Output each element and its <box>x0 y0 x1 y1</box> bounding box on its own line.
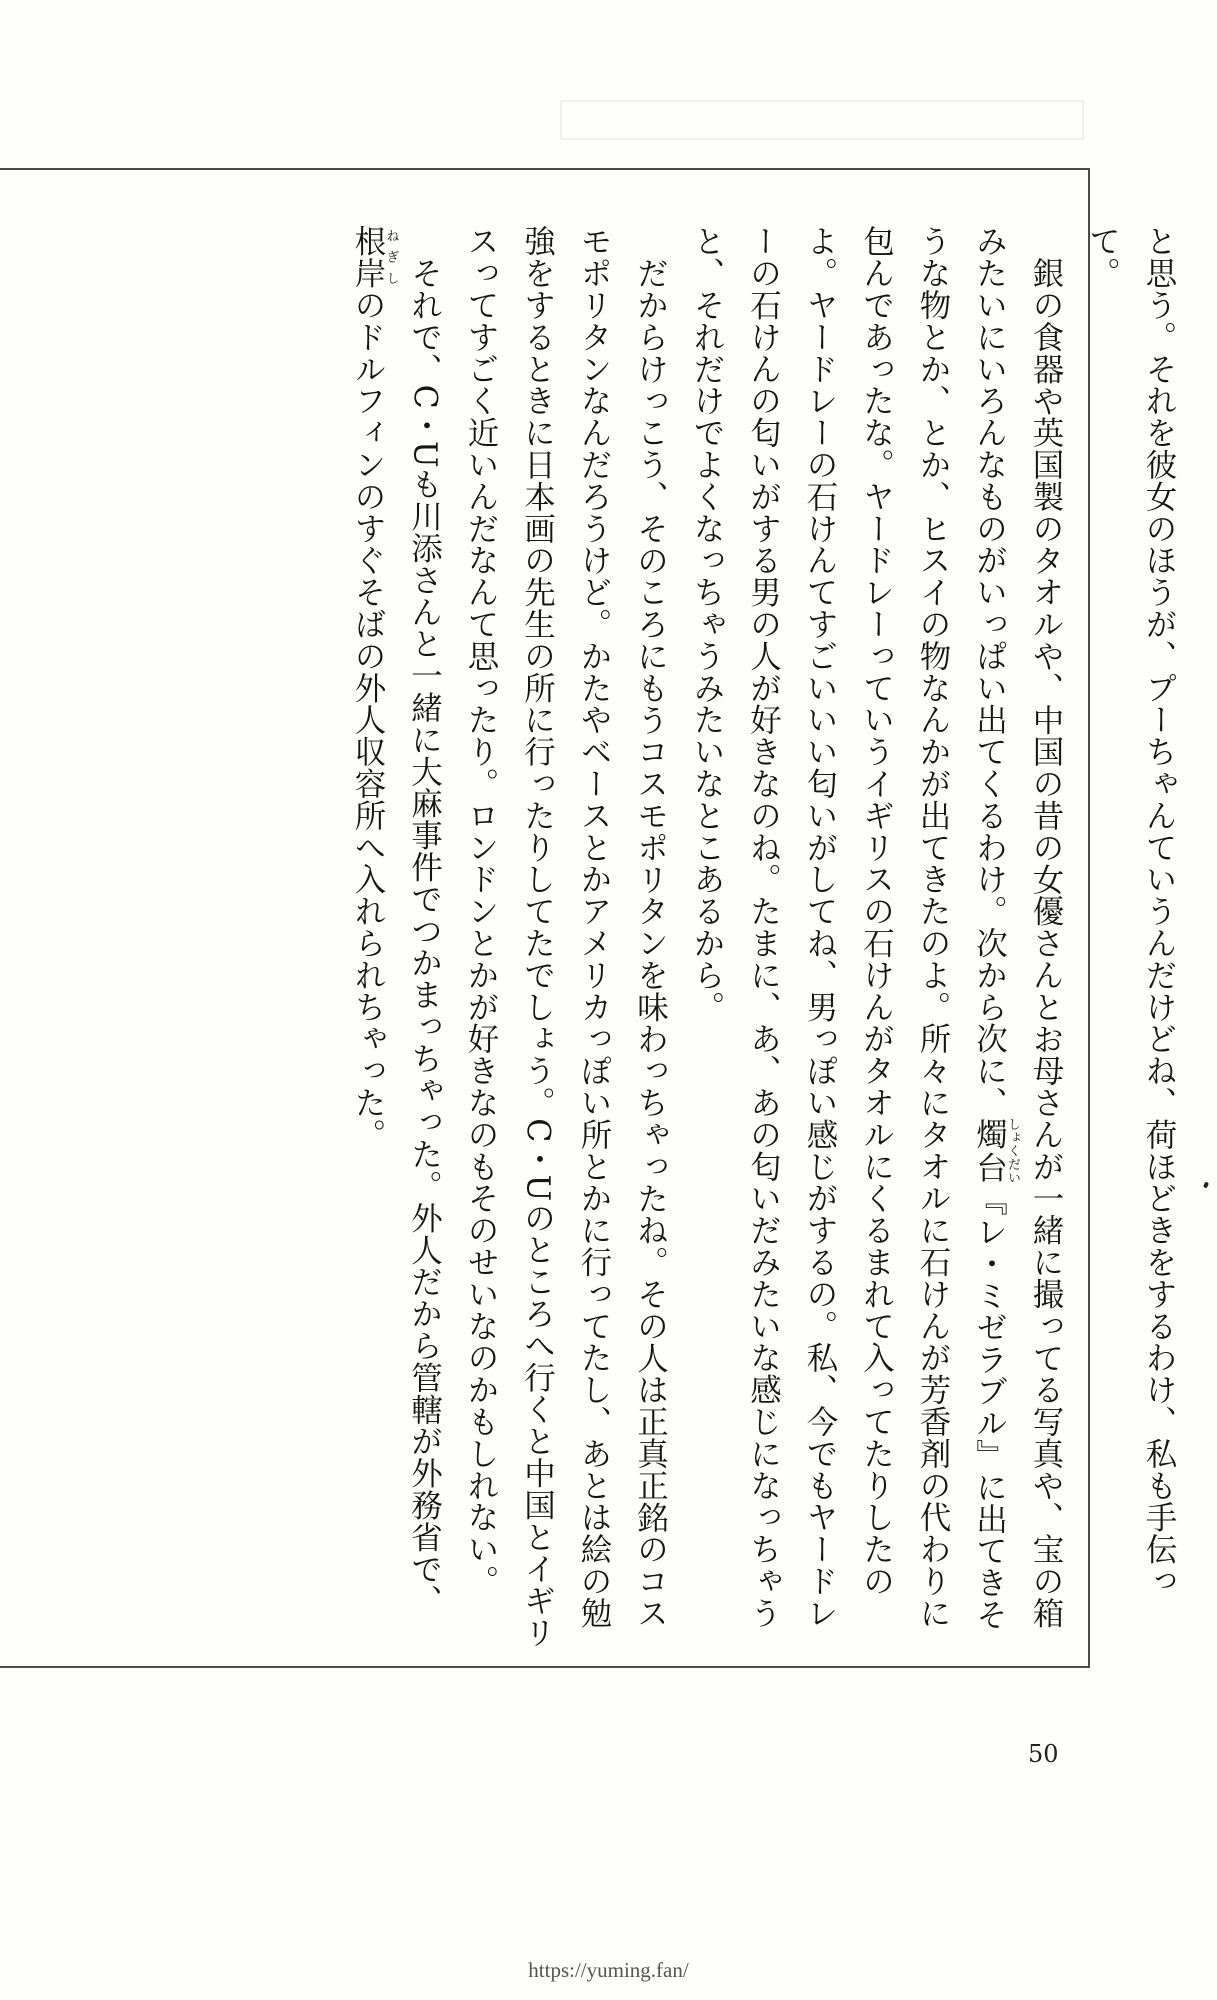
paragraph-1: と思う。それを彼女のほうが、プーちゃんていうんだけどね、荷ほどきをするわけ、私も手伝って。 <box>1084 225 1177 1597</box>
body-text <box>340 225 1188 1655</box>
paragraph-2-continued: とか、ヒスイの物なんかが出てきたのよ。所々にタオルに石けんが芳香剤の代わりに包んであったな。ヤードレーっていうイギリスの石けんがタオルにくるまれて入ってたりしたのよ。ヤードレーの石けんてすごいいい匂いがしてね、男っぽい感じがするの。私、今でもヤードレーの石けんの匂いがする男の人が好きなのね。たまに、あ、あの匂いだみたいな感じになっちゃうと、それだけでよくなっちゃうみたいなとこあるから。 <box>689 225 951 1629</box>
ruby-negishi: 根岸ねぎし <box>350 225 399 289</box>
paragraph-4-text: それで、C・Uも川添さんと一緒に大麻事件でつかまっちゃった。外人だから管轄が外務省で、 <box>406 256 443 1616</box>
paragraph-2-text: 銀の食器や英国製のタオルや、中国の昔の女優さんとお母さんが一緒に撮ってる写真や、宝の箱みたいにいろんなものがいっぱい出てくるわけ。次から次に、 <box>971 225 1064 1629</box>
paragraph-4 <box>340 225 453 1655</box>
footer-url[interactable]: https://yuming.fan/ <box>528 1958 689 1982</box>
paragraph-4-continued: のドルフィンのすぐそばの外人収容所へ入れられちゃった。 <box>350 288 386 1151</box>
ruby-shokudai: 燭台しょくだい <box>971 1117 1020 1185</box>
title-reference: 『レ・ミゼラブル』に出てきそうな物とか、 <box>915 225 1008 1631</box>
page-number: 50 <box>1028 1740 1059 1768</box>
paragraph-3: だからけっこう、そのころにもうコスモポリタンを味わっちゃったね。その人は正真正銘のコスモポリタンなんだろうけど。かたやベースとかアメリカっぽい所とかに行ってたし、あとは絵の勉強をするときに日本画の先生の所に行ったりしてたでしょう。C・Uのところへ行くと中国とイギリスってすごく近いんだなんて思ったり。ロンドンとかが好きなのもそのせいなのかもしれない。 <box>463 225 669 1649</box>
bleed-through-header <box>560 100 1084 140</box>
paragraph-2 <box>679 225 1075 1655</box>
scan-speck <box>1203 1181 1209 1188</box>
